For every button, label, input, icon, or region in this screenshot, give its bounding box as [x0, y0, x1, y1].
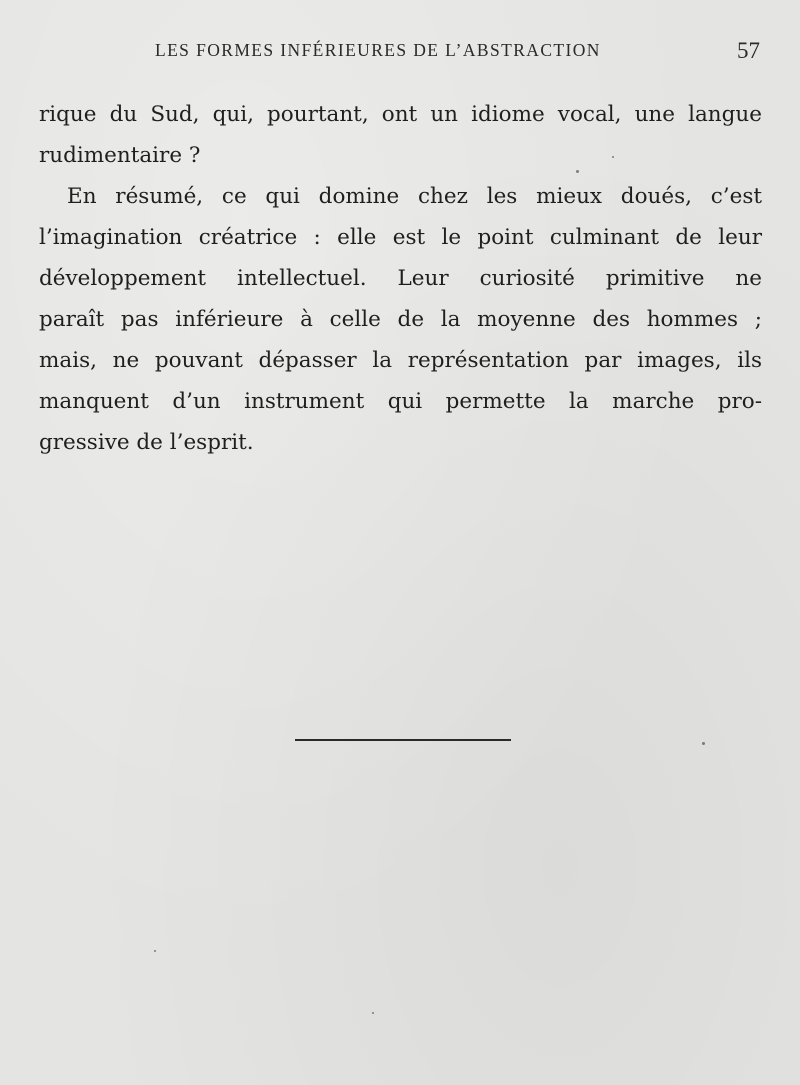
- paper-speck: [576, 170, 579, 173]
- paper-speck: [372, 1012, 374, 1014]
- paragraph-1: [39, 94, 762, 176]
- paper-speck: [702, 742, 705, 745]
- text-line: manquent d’un instrument qui permette la marche pro-: [39, 389, 762, 414]
- text-line: En résumé, ce qui domine chez les mieux doués, c’est: [67, 184, 762, 209]
- running-title: LES FORMES INFÉRIEURES DE L’ABSTRACTION: [155, 40, 601, 60]
- page-number: 57: [737, 38, 760, 63]
- text-line: mais, ne pouvant dépasser la représentation par images, ils: [39, 348, 762, 373]
- text-line: paraît pas inférieure à celle de la moyenne des hommes ;: [39, 307, 762, 332]
- body-text: [39, 94, 762, 463]
- paper-speck: [612, 156, 614, 158]
- text-line: rique du Sud, qui, pourtant, ont un idiome vocal, une langue: [39, 102, 762, 127]
- text-line: développement intellectuel. Leur curiosité primitive ne: [39, 266, 762, 291]
- section-end-rule: [295, 739, 511, 741]
- paragraph-2: [39, 176, 762, 463]
- text-line: gressive de l’esprit.: [39, 430, 254, 455]
- paper-speck: [154, 950, 156, 952]
- text-line: rudimentaire ?: [39, 143, 201, 168]
- text-line: l’imagination créatrice : elle est le point culminant de leur: [39, 225, 762, 250]
- page-header: [0, 38, 800, 68]
